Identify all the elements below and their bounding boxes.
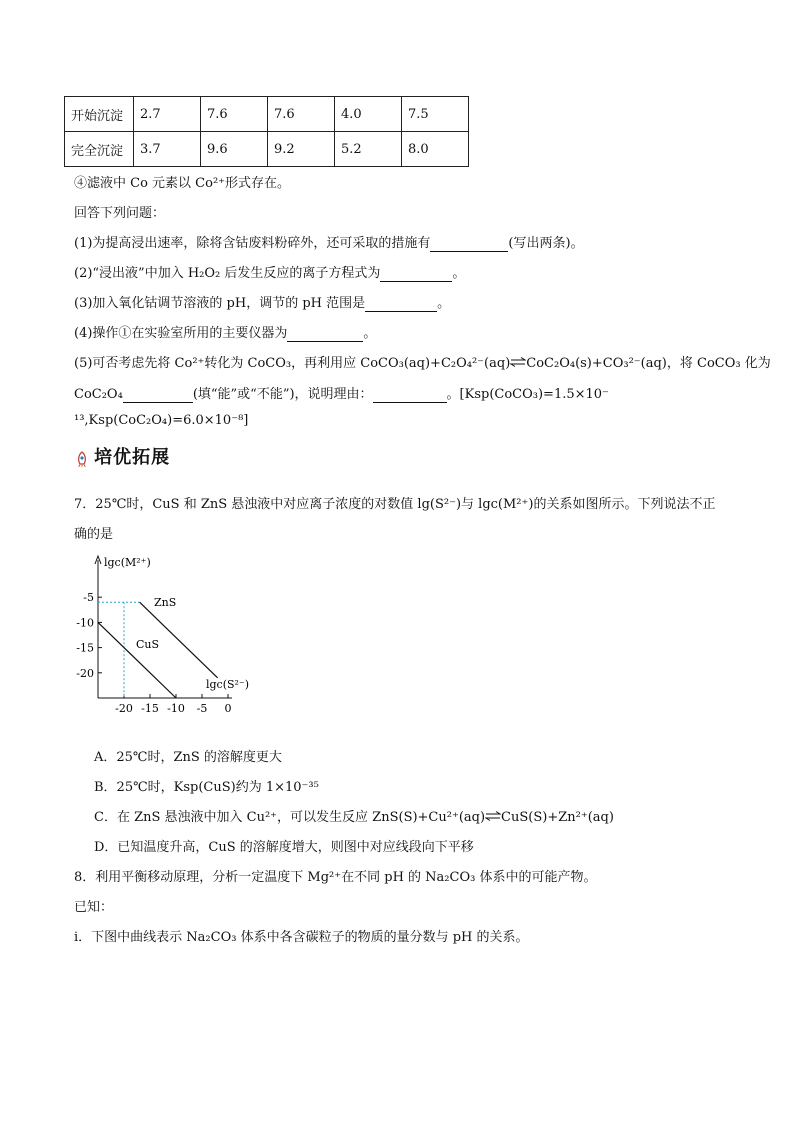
table-cell: 7.6 xyxy=(268,97,335,132)
equilibrium-arrow-icon xyxy=(510,356,526,371)
table-cell: 9.2 xyxy=(268,132,335,167)
solubility-chart xyxy=(60,548,260,720)
section-heading xyxy=(74,443,170,469)
table-cell: 9.6 xyxy=(201,132,268,167)
series-label-cus: CuS xyxy=(136,638,160,651)
table-row xyxy=(65,132,469,167)
answer-blank[interactable] xyxy=(123,387,193,403)
table-cell: 7.5 xyxy=(402,97,469,132)
question-2-text: (2)“浸出液”中加入 H₂O₂ 后发生反应的离子方程式为 xyxy=(74,266,381,281)
x-tick-label: -10 xyxy=(167,702,185,715)
question-3-suffix: 。 xyxy=(437,296,451,311)
question-1 xyxy=(74,232,584,252)
table-cell: 5.2 xyxy=(335,132,402,167)
question-4 xyxy=(74,322,376,342)
answer-blank[interactable] xyxy=(365,296,437,312)
question-7-line-2: 确的是 xyxy=(74,527,114,542)
table-cell: 开始沉淀 xyxy=(65,97,134,132)
x-tick-label: -20 xyxy=(115,702,133,715)
question-8-known: 已知： xyxy=(74,900,114,915)
question-3 xyxy=(74,292,450,312)
option-c[interactable] xyxy=(94,806,614,825)
y-tick-label: -10 xyxy=(76,616,94,630)
question-4-text: (4)操作①在实验室所用的主要仪器为 xyxy=(74,326,288,341)
question-5-compound: CoC₂O₄ xyxy=(74,387,123,402)
question-5-ksp: 。[Ksp(CoCO₃)=1.5×10⁻ xyxy=(446,387,609,402)
x-tick-label: -15 xyxy=(141,702,159,715)
series-label-zns: ZnS xyxy=(154,596,177,609)
table-cell: 7.6 xyxy=(201,97,268,132)
equilibrium-arrow-icon xyxy=(485,810,501,825)
table-cell: 4.0 xyxy=(335,97,402,132)
question-7-line-1: 7．25℃时，CuS 和 ZnS 悬浊液中对应离子浓度的对数值 lg(S²⁻)与 lgc(M²⁺)的关系如图所示。下列说法不正 xyxy=(74,497,716,512)
option-d[interactable]: D．已知温度升高，CuS 的溶解度增大，则图中对应线段向下平移 xyxy=(94,840,474,855)
question-5-line-3: ¹³,Ksp(CoC₂O₄)=6.0×10⁻⁸] xyxy=(74,413,249,428)
answer-blank[interactable] xyxy=(373,387,447,403)
option-c-text-cont: CuS(S)+Zn²⁺(aq) xyxy=(501,810,614,825)
y-tick-label: -15 xyxy=(76,641,94,655)
question-5-text-cont: CoC₂O₄(s)+CO₃²⁻(aq)，将 CoCO₃ 化为 xyxy=(526,356,771,371)
question-8-line-1: 8．利用平衡移动原理，分析一定温度下 Mg²⁺在不同 pH 的 Na₂CO₃ 体系中的可能产物。 xyxy=(74,870,597,885)
precipitation-ph-table xyxy=(64,96,469,167)
question-5-prompt: (填“能”或“不能”)，说明理由： xyxy=(192,387,373,402)
x-tick-label: 0 xyxy=(224,702,232,715)
question-5-line-2 xyxy=(74,383,609,403)
rocket-icon xyxy=(74,451,90,469)
option-b[interactable]: B．25℃时，Ksp(CuS)约为 1×10⁻³⁵ xyxy=(94,780,319,795)
x-tick-label: -5 xyxy=(196,702,208,715)
answer-blank[interactable] xyxy=(287,326,363,342)
table-cell: 完全沉淀 xyxy=(65,132,134,167)
question-3-text: (3)加入氧化钴调节溶液的 pH，调节的 pH 范围是 xyxy=(74,296,366,311)
note-4: ④滤液中 Co 元素以 Co²⁺形式存在。 xyxy=(74,176,291,191)
answer-intro: 回答下列问题： xyxy=(74,206,166,221)
question-2-suffix: 。 xyxy=(452,266,466,281)
option-a[interactable]: A．25℃时，ZnS 的溶解度更大 xyxy=(94,750,282,765)
question-1-suffix: (写出两条)。 xyxy=(508,236,584,251)
option-c-text: C．在 ZnS 悬浊液中加入 Cu²⁺，可以发生反应 ZnS(S)+Cu²⁺(aq) xyxy=(94,810,486,825)
answer-blank[interactable] xyxy=(430,236,508,252)
question-8-item-i: ⅰ．下图中曲线表示 Na₂CO₃ 体系中各含碳粒子的物质的量分数与 pH 的关系。 xyxy=(74,930,529,945)
y-tick-label: -5 xyxy=(83,591,94,605)
answer-blank[interactable] xyxy=(380,266,452,282)
series-line-cus xyxy=(98,622,176,698)
y-tick-label: -20 xyxy=(76,666,94,680)
table-cell: 2.7 xyxy=(134,97,201,132)
question-5-line-1 xyxy=(74,352,771,371)
table-cell: 3.7 xyxy=(134,132,201,167)
question-5-text: (5)可否考虑先将 Co²⁺转化为 CoCO₃，再利用应 CoCO₃(aq)+C₂O₄²⁻(aq) xyxy=(74,356,511,371)
table-cell: 8.0 xyxy=(402,132,469,167)
x-axis-label: lgc(S²⁻) xyxy=(206,678,250,691)
question-2 xyxy=(74,262,465,282)
table-row xyxy=(65,97,469,132)
y-axis-label: lgc(M²⁺) xyxy=(104,556,151,569)
section-heading-text: 培优拓展 xyxy=(94,447,171,468)
question-1-text: (1)为提高浸出速率，除将含钴废料粉碎外，还可采取的措施有 xyxy=(74,236,431,251)
question-4-suffix: 。 xyxy=(363,326,377,341)
